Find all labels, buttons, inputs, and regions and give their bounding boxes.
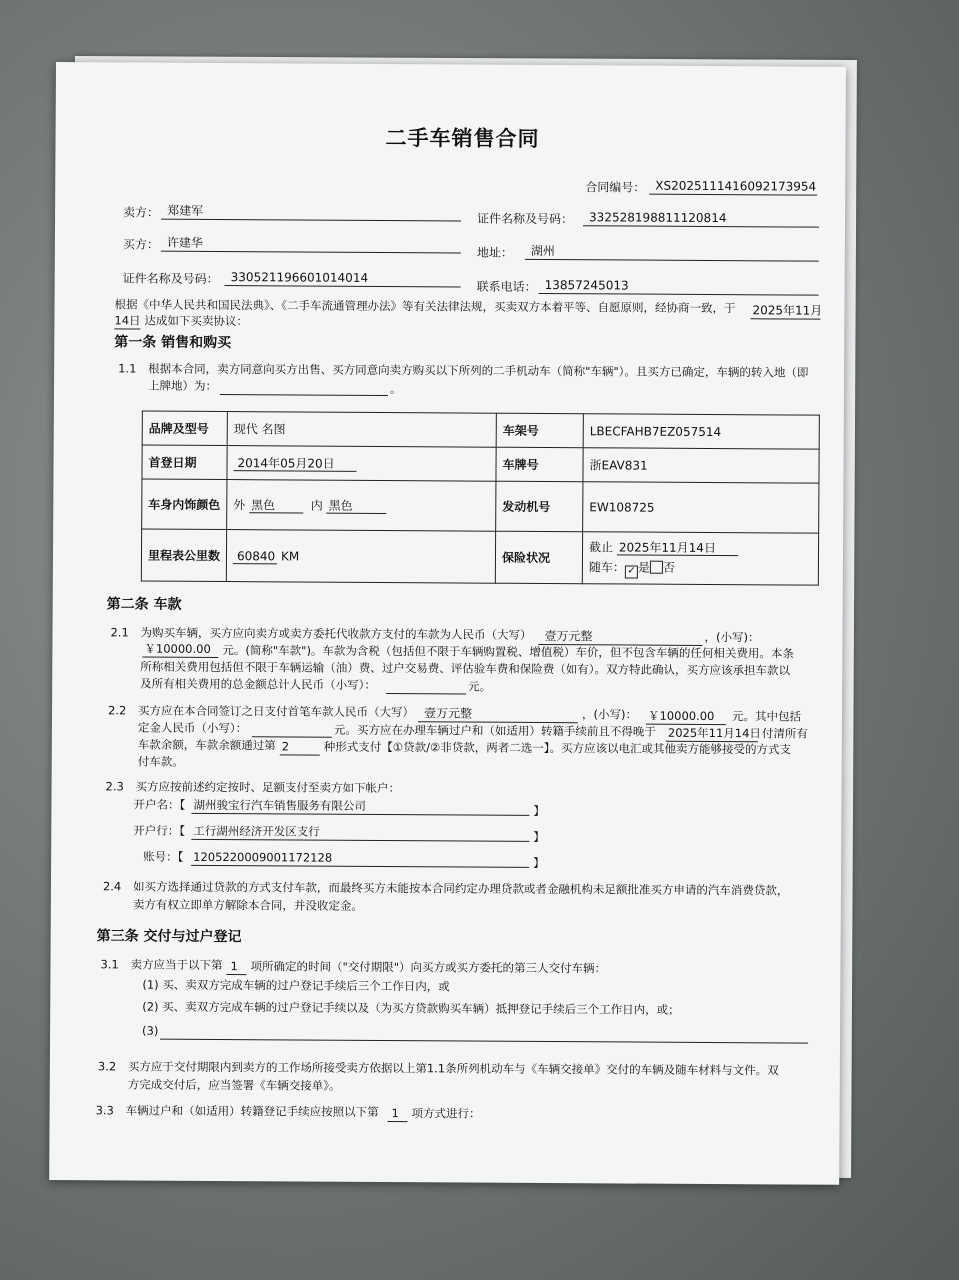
engine-label: 发动机号 bbox=[496, 481, 583, 532]
s21-text-b: ，(小写)： bbox=[704, 629, 760, 645]
acct-name-close: 】 bbox=[533, 803, 545, 819]
s21-amount-cn: 壹万元整 bbox=[544, 628, 593, 644]
preamble-line2: 达成如下买卖协议： bbox=[144, 313, 248, 329]
seller-id-field bbox=[583, 209, 819, 227]
phone-value: 13857245013 bbox=[544, 277, 629, 293]
s22-text-a: 买方应在本合同签订之日支付首笔车款人民币（大写） bbox=[137, 703, 415, 720]
s31-text-a: 卖方应当于以下第 bbox=[130, 957, 223, 973]
bank-close: 】 bbox=[533, 829, 545, 845]
mileage-label: 里程表公里数 bbox=[141, 529, 226, 582]
s31-n-field bbox=[226, 958, 246, 975]
table-row bbox=[142, 411, 819, 449]
s24-text-a: 如买方选择通过贷款的方式支付车款，而最终买方未能按本合同约定办理贷款或者金融机构未足额批准买方申请的汽车消费贷款， bbox=[132, 879, 789, 898]
s22-text-b: ，(小写)： bbox=[581, 707, 638, 722]
phone-field bbox=[539, 277, 819, 296]
s21-number: 2.1 bbox=[110, 625, 129, 640]
option-1: (1) 买、卖双方完成车辆的过户登记手续后三个工作日内，或 bbox=[142, 977, 450, 994]
yes-label: 是 bbox=[637, 560, 650, 575]
s32-number: 3.2 bbox=[97, 1059, 117, 1074]
contract-no-label: 合同编号： bbox=[585, 180, 646, 195]
s32-text-b: 方完成交付后，应当签署《车辆交接单》。 bbox=[127, 1077, 341, 1093]
s33-number: 3.3 bbox=[95, 1103, 114, 1118]
s23-text-a: 买方应按前述约定按时、足额支付至卖方如下帐户： bbox=[135, 779, 401, 796]
s11-line1: 根据本合同，卖方同意向买方出售、买方同意向卖方购买以下所列的二手机动车（简称"车辆"）。且买方已确定，车辆的转入地（即 bbox=[148, 361, 809, 380]
address-field bbox=[525, 243, 819, 262]
seller-field bbox=[161, 203, 461, 222]
preamble-date-a: 2025年11月 bbox=[752, 303, 823, 318]
seller-name: 郑建军 bbox=[167, 203, 204, 218]
s31-option: 1 bbox=[230, 959, 238, 974]
s21-amount: ￥10000.00 bbox=[144, 641, 211, 656]
s22-text-f: 付清所有 bbox=[761, 726, 808, 741]
first-reg-label: 首登日期 bbox=[142, 445, 227, 480]
acct-name-field bbox=[191, 797, 529, 816]
contract-title: 二手车销售合同 bbox=[385, 126, 540, 151]
address-value: 湖州 bbox=[530, 243, 555, 259]
contract-page bbox=[49, 62, 846, 1185]
table-row bbox=[142, 479, 819, 533]
mileage-cell bbox=[226, 530, 495, 584]
preamble-date-b: 14日 bbox=[114, 313, 141, 328]
s11-end: 。 bbox=[389, 382, 402, 397]
color-out-value: 黑色 bbox=[249, 498, 303, 513]
option-3-blank bbox=[160, 1039, 808, 1044]
option-3: (3) bbox=[142, 1023, 159, 1038]
s21-text-e: 及所有相关费用的总金额总计人民币（小写）： bbox=[140, 676, 376, 692]
s22-text-e: 元。买方应在办理车辆过户和（如适用）转籍手续前且不得晚于 bbox=[333, 722, 656, 739]
yes-checkbox[interactable]: ✓ bbox=[625, 565, 638, 578]
buyer-id-value: 330521196601014014 bbox=[230, 270, 369, 285]
seller-id-label: 证件名称及号码： bbox=[477, 211, 574, 227]
bank-label: 开户行：【 bbox=[133, 823, 186, 838]
color-in-value: 黑色 bbox=[327, 499, 387, 514]
buyer-id-label: 证件名称及号码： bbox=[122, 271, 219, 286]
no-checkbox[interactable] bbox=[650, 560, 663, 573]
s31-text-b: 项所确定的时间（"交付期限"）向买方或买方委托的第三人交付车辆： bbox=[250, 959, 607, 976]
preamble-line1: 根据《中华人民共和国民法典》、《二手车流通管理办法》等有关法律法规，买卖双方本着平等、自愿原则，经协商一致，于 bbox=[114, 297, 736, 316]
article2-heading: 第二条 车款 bbox=[106, 596, 182, 613]
contract-no-value: XS2025111416092173954 bbox=[655, 178, 817, 194]
s33-n-field bbox=[388, 1105, 408, 1122]
brand-label: 品牌及型号 bbox=[142, 411, 227, 446]
table-row bbox=[142, 445, 819, 483]
acct-name-label: 开户名：【 bbox=[133, 797, 186, 812]
acct-no-field bbox=[191, 849, 529, 868]
s24-number: 2.4 bbox=[102, 879, 122, 894]
s22-amount: ￥10000.00 bbox=[647, 708, 715, 724]
s33-text-a: 车辆过户和（如适用）转籍登记手续应按照以下第 bbox=[125, 1103, 379, 1119]
s22-payment-method: 2 bbox=[281, 739, 290, 754]
s22-text-c: 元。其中包括 bbox=[731, 709, 802, 724]
s22-n-field bbox=[280, 738, 320, 755]
color-cell bbox=[227, 480, 496, 532]
no-label: 否 bbox=[662, 560, 676, 575]
buyer-field bbox=[161, 235, 461, 254]
first-reg-cell bbox=[227, 446, 496, 482]
buyer-name: 许建华 bbox=[166, 235, 203, 250]
insurance-label: 保险状况 bbox=[495, 531, 582, 584]
s22-text-g: 车款余额，车款余额通过第 bbox=[137, 737, 276, 753]
preamble-date-field bbox=[750, 302, 823, 319]
s21-text-d: 所称相关费用包括但不限于车辆运输（油）费、过户交易费、评估验车费和保险费（如有）。双方特此确认，买方应该承担车款以 bbox=[140, 659, 791, 678]
insurance-until-label: 截止 bbox=[589, 539, 614, 554]
plate-value: 浙EAV831 bbox=[583, 448, 819, 483]
acct-no-label: 账号：【 bbox=[143, 849, 184, 864]
s21-amount-field bbox=[142, 641, 218, 658]
vehicle-info-table bbox=[141, 411, 820, 586]
first-reg-value: 2014年05月20日 bbox=[234, 456, 357, 472]
s21-text-c: 元。(简称"车款")。车款为含税（包括但不限于车辆购置税、增值税）车价，但不包含车辆的任何相关费用。本条 bbox=[222, 643, 794, 661]
s23-number: 2.3 bbox=[105, 779, 124, 794]
s11-line2: 上牌地）为： bbox=[147, 378, 218, 393]
color-in-label: 内 bbox=[310, 498, 323, 513]
mileage-value: 60840 bbox=[233, 549, 277, 564]
plate-label: 车牌号 bbox=[496, 447, 583, 482]
brand-value: 现代 名图 bbox=[227, 412, 496, 448]
insurance-until-value: 2025年11月14日 bbox=[617, 540, 738, 556]
seller-id-value: 332528198811120814 bbox=[589, 210, 727, 226]
s22-cn-field bbox=[418, 705, 578, 723]
insurance-cell bbox=[582, 532, 818, 585]
address-label: 地址： bbox=[476, 245, 513, 260]
option-2: (2) 买、卖双方完成车辆的过户登记手续以及（为买方贷款购买车辆）抵押登记手续后三个工作日内，或； bbox=[142, 999, 680, 1017]
seller-label: 卖方： bbox=[123, 205, 160, 220]
destination-blank bbox=[220, 394, 388, 396]
s22-amount-cn: 壹万元整 bbox=[423, 706, 473, 721]
s31-number: 3.1 bbox=[100, 957, 119, 972]
s22-number: 2.2 bbox=[107, 703, 127, 718]
s22-text-d: 定金人民币（小写）： bbox=[137, 720, 248, 736]
article3-heading: 第三条 交付与过户登记 bbox=[96, 928, 242, 946]
s33-option: 1 bbox=[391, 1106, 399, 1121]
s32-text-a: 买方应于交付期限内到卖方的工作场所接受卖方依据以上第1.1条所列机动车与《车辆交接单》交付的车辆及随车材料与文件。双 bbox=[127, 1059, 779, 1078]
s21-total-blank bbox=[386, 693, 466, 694]
s24-text-b: 卖方有权立即单方解除本合同，并没收定金。 bbox=[132, 897, 363, 913]
s22-text-i: 付车款。 bbox=[137, 754, 184, 769]
buyer-id-field bbox=[225, 269, 461, 287]
acct-no-value: 1205220009001172128 bbox=[193, 849, 333, 865]
table-row bbox=[141, 529, 818, 585]
s22-amount-field bbox=[646, 708, 726, 725]
s22-date: 2025年11月14日 bbox=[667, 725, 762, 741]
bank-field bbox=[191, 823, 529, 842]
vin-value: LBECFAHB7EZ057514 bbox=[583, 414, 819, 449]
color-label: 车身内饰颜色 bbox=[142, 479, 227, 530]
s22-date-field bbox=[666, 725, 762, 743]
color-out-label: 外 bbox=[233, 498, 246, 513]
with-car-label: 随车： bbox=[588, 559, 625, 574]
contract-no-field bbox=[649, 178, 817, 196]
acct-name-value: 湖州骏宝行汽车销售服务有限公司 bbox=[193, 797, 367, 813]
vin-label: 车架号 bbox=[496, 413, 583, 448]
phone-label: 联系电话： bbox=[476, 279, 537, 294]
bank-value: 工行湖州经济开发区支行 bbox=[193, 823, 320, 839]
mileage-unit: KM bbox=[280, 548, 300, 563]
s33-text-b: 项方式进行： bbox=[411, 1106, 481, 1121]
s21-text-a: 为购买车辆，买方应向卖方或卖方委托代收款方支付的车款为人民币（大写） bbox=[140, 625, 532, 642]
buyer-label: 买方： bbox=[122, 237, 159, 252]
engine-value: EW108725 bbox=[583, 482, 819, 533]
s11-number: 1.1 bbox=[118, 361, 137, 376]
preamble-date-b-field bbox=[114, 312, 140, 329]
s22-text-h: 种形式支付【①贷款/②非贷款，两者二选一】。买方应该以电汇或其他卖方能够接受的方式支 bbox=[323, 739, 792, 757]
acct-no-close: 】 bbox=[533, 855, 545, 870]
s21-text-f: 元。 bbox=[468, 679, 492, 694]
article1-heading: 第一条 销售和购买 bbox=[114, 334, 232, 352]
